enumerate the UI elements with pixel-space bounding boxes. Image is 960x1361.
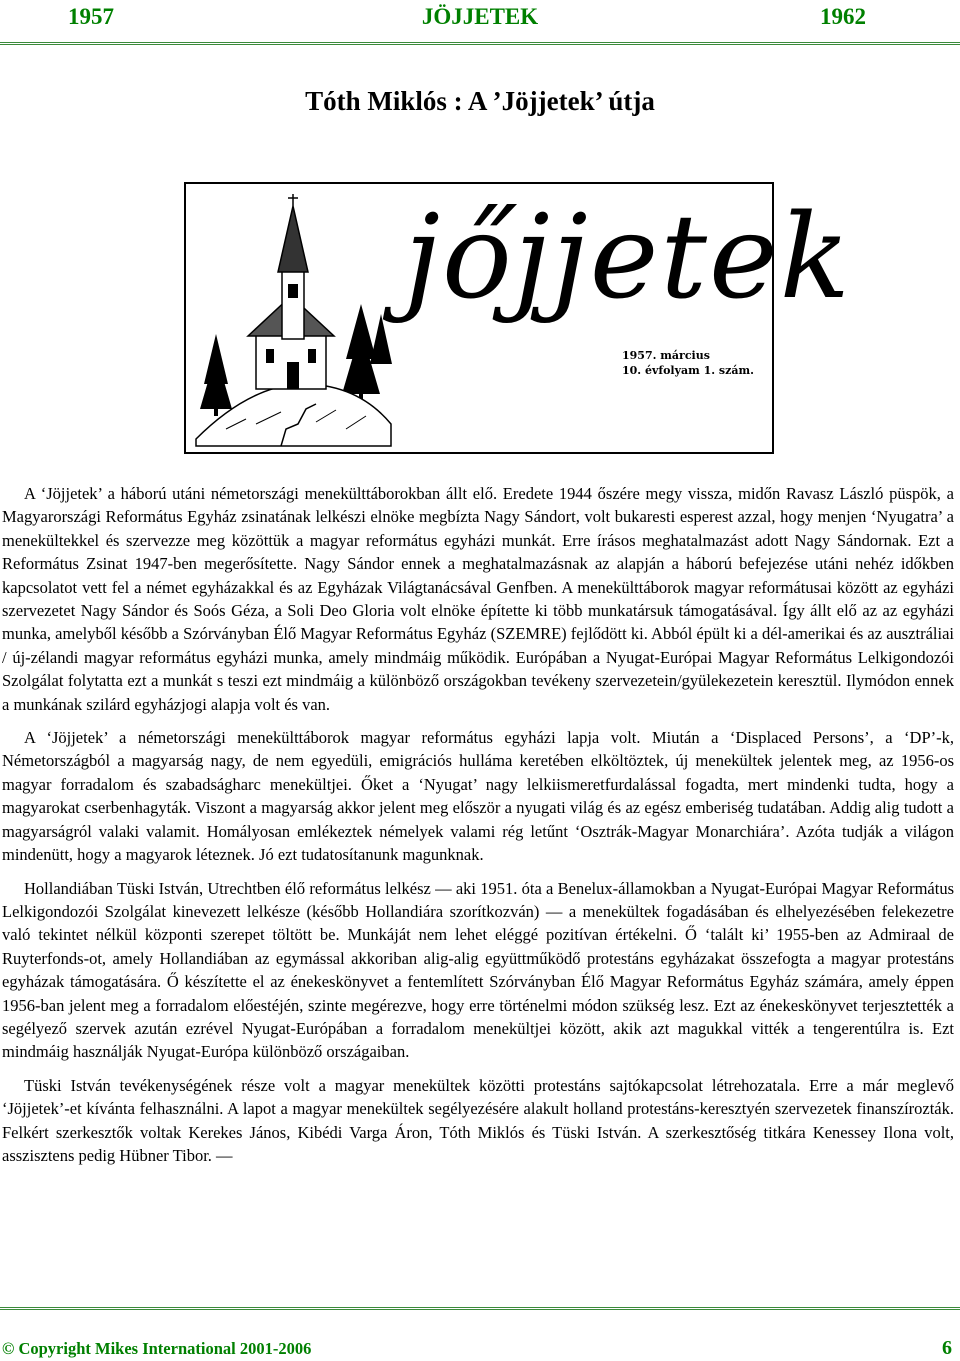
page-header: [0, 0, 960, 40]
page-number: 6: [942, 1337, 952, 1359]
masthead-issue-info: [622, 348, 754, 378]
header-journal-name: JÖJJETEK: [421, 4, 539, 29]
copyright-notice: © Copyright Mikes International 2001-2006: [2, 1339, 312, 1358]
paragraph: Hollandiában Tüski István, Utrechtben élő református lelkész — aki 1951. óta a Benelux-államokban a Nyugat-Európai Magyar Református Lelkigondozói Szolgálat kinevezett lelkésze (később Hollandiára szorítkozván) — a menekültek fogadásában és elhelyezésében felekezetre való tekintet nélkül központi szerepet töltött be. Munkáját nem lehet eléggé pozitívan értékelni. Ő ‘talált ki’ 1955-ben az Admiraal de Ruyterfonds-ot, amely Hollandiában az egymással akkoriban alig-alig együttműködő protestáns egyházakat összefogta a magyar protestáns egyházak támogatására. Ő készítette el az énekeskönyvet a fentemlített Szórványban Élő Magyar Református Egyház számára, amely éppen 1956-ban jelent meg a forradalom előestéjén, szinte megérezve, hogy erre történelmi módon szükség lesz. Ezt az énekeskönyvet terjesztették a segélyező szervek azután ezrével Nyugat-Európában a forradalom menekültjei között, akik azt magukkal vitték a tengerentúlra is. Ezt mindmáig használják Nyugat-Európa különböző országaiban.: [2, 878, 954, 1062]
masthead-logo-text: jőjjetek: [404, 190, 852, 325]
header-rule: [0, 42, 960, 45]
article-body: [2, 482, 954, 1177]
masthead-date: 1957. március: [622, 349, 710, 362]
masthead-volume: 10. évfolyam 1. szám.: [622, 364, 754, 377]
footer-rule: [0, 1307, 960, 1310]
page-title: Tóth Miklós : A ’Jöjjetek’ útja: [305, 86, 655, 116]
journal-masthead-image: [184, 182, 852, 454]
paragraph: A ‘Jöjjetek’ a háború utáni németországi menekülttáborokban állt elő. Eredete 1944 őszére megy vissza, midőn Ravasz László püspök, a Magyarországi Református Egyház zsinatának lelkészi elnöke megbízta Nagy Sándort, volt bukaresti esperest azzal, hogy menjen ‘Nyugatra’ a menekültekkel és szervezze meg közöttük a magyar református egyházi munkát. Erre írásos meghatalmazást adott Nagy Sándornak. Ezt a Református Zsinat 1947-ben megerősítette. Nagy Sándor ennek a meghatalmazásnak az alapján a háború befejezése utáni nehéz időkben kapcsolatot vett fel a német egyházakkal és az Egyházak Világtanácsával Genfben. A menekülttáborok magyar reformátusai között az egyházi szervezetet Nagy Sándor és Soós Géza, a Soli Deo Gloria volt elnöke építette ki több munkatársuk támogatásával. Így állt elő az az egyházi munka, amelyből később a Szórványban Élő Magyar Református Egyház (SZEMRE) fejlődött ki. Abból épült ki a dél-amerikai és az ausztráliai / új-zélandi magyar református egyházi munka, amely mindmáig működik. Európában a Nyugat-Európai Magyar Református Lelkigondozói Szolgálat folytatta ezt a munkát s teszi ezt mindmáig a különböző országokban tevékeny szervezetein/gyülekezetein keresztül. Ilymódon ennek a munkának szilárd egyházjogi alapja volt és van.: [2, 484, 954, 714]
paragraph: A ‘Jöjjetek’ a németországi menekülttáborok magyar református egyházi lapja volt. Miután a ‘Displaced Persons’, a ‘DP’-k, Németországból a magyarság nagy, de nem egyedüli, emigrációs hulláma keretében elköltöztek, új menekültek jelentek meg, az 1956-os magyar forradalom és szabadságharc menekültjei. Őket a ‘Nyugat’ nagy lelkiismeretfurdalással fogadta, mert mindenki tudta, hogy a magyarokat cserbenhagyták. Viszont a magyarság akkor jelent meg először a nyugati világ és az egész emberiség tudatában. Addig alig tudott a magyarságról valaki valamit. Homályosan emlékeztek némelyek valami rég letűnt ‘Osztrák-Magyar Monarchiára’. Azóta tudják a világon mindenütt, hogy a magyarok léteznek. Jó ezt tudatosítanunk magunknak.: [2, 728, 954, 865]
header-year-end: 1962: [820, 4, 866, 29]
paragraph: Tüski István tevékenységének része volt a magyar menekültek közötti protestáns sajtókapcsolat létrehozatala. Erre a már meglevő ‘Jöjjetek’-et kívánta felhasználni. A lapot a magyar menekültek segélyezésére alakult holland protestáns-keresztyén szervezetek finanszírozták. Felkért szerkesztők voltak Kerekes János, Kibédi Varga Áron, Tóth Miklós és Tüski István. A szerkesztőség titkára Kenessey Ilona volt, asszisztens pedig Hübner Tibor. —: [2, 1075, 954, 1165]
header-year-start: 1957: [68, 4, 114, 29]
